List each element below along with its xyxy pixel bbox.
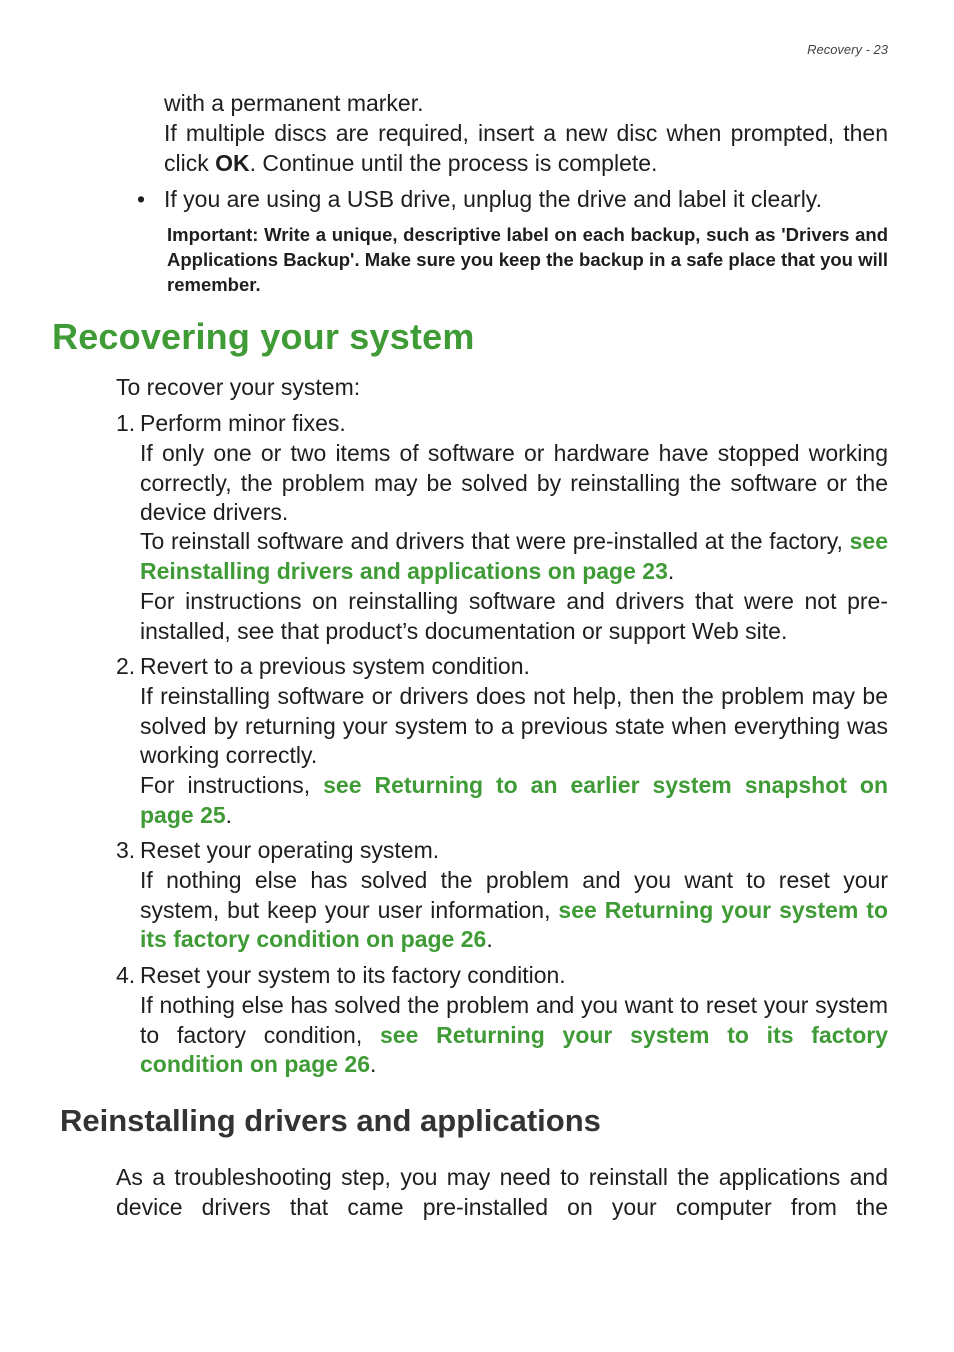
list-item-paragraph: If reinstalling software or drivers does not help, then the problem may be solved by returning your system to a previous state when everything was working correctly. (140, 683, 888, 768)
section-paragraph: As a troubleshooting step, you may need to reinstall the applications and device drivers that came pre-installed on your computer from the (116, 1164, 888, 1220)
ok-label: OK (215, 149, 250, 176)
text-span: . (667, 557, 675, 584)
section-lead: To recover your system: (116, 374, 361, 400)
list-item-paragraph (140, 866, 888, 955)
text-span: If nothing else has solved the problem and you want to reset your system, but keep your user information, (140, 867, 888, 923)
link-returning-snapshot[interactable]: see Returning to an earlier system snapshot on page 25 (140, 772, 888, 828)
list-number: 4. (116, 962, 136, 988)
intro-text-a: If multiple discs are required, insert a new disc when prompted, then click (164, 120, 888, 176)
link-returning-factory[interactable]: see Returning your system to its factory condition on page 26 (140, 896, 889, 952)
text-span: To reinstall software and drivers that were pre-installed at the factory, (140, 528, 850, 554)
intro-line: with a permanent marker. (164, 90, 424, 116)
intro-paragraph (164, 119, 888, 178)
list-item-paragraph: For instructions on reinstalling software and drivers that were not pre-installed, see that product’s documentation or support Web site. (140, 588, 888, 644)
running-header: Recovery - 23 (807, 42, 888, 57)
text-span: If nothing else has solved the problem and you want to reset your system to factory condition, (140, 992, 888, 1048)
important-note: Important: Write a unique, descriptive label on each backup, such as 'Drivers and Applications Backup'. Make sure you keep the backup in a safe place that you will remember. (167, 224, 888, 295)
link-returning-factory[interactable]: see Returning your system to its factory condition on page 26 (140, 1021, 888, 1077)
intro-text-b: . Continue until the process is complete. (249, 149, 658, 176)
list-number: 1. (116, 410, 136, 436)
list-item-title: Revert to a previous system condition. (140, 653, 530, 679)
list-item-paragraph (140, 991, 888, 1080)
list-number: 3. (116, 837, 136, 863)
list-item-title: Reset your operating system. (140, 837, 440, 863)
list-item-title: Reset your system to its factory condition. (140, 962, 566, 988)
list-number: 2. (116, 653, 136, 679)
section-heading-reinstalling: Reinstalling drivers and applications (60, 1103, 601, 1138)
list-item-paragraph (140, 771, 888, 830)
list-item-title: Perform minor fixes. (140, 410, 346, 436)
list-item-paragraph (140, 527, 888, 586)
bullet-marker: • (137, 186, 146, 212)
section-heading-recovering: Recovering your system (52, 316, 475, 357)
list-item-paragraph: If only one or two items of software or hardware have stopped working correctly, the problem may be solved by reinstalling the software or the device drivers. (140, 440, 888, 525)
text-span: For instructions, (140, 772, 324, 798)
link-reinstalling-drivers[interactable]: see Reinstalling drivers and applications on page 23 (140, 528, 888, 584)
bullet-text: If you are using a USB drive, unplug the drive and label it clearly. (164, 186, 822, 212)
text-span: . (486, 926, 493, 952)
text-span: . (225, 801, 233, 828)
text-span: . (370, 1051, 377, 1077)
